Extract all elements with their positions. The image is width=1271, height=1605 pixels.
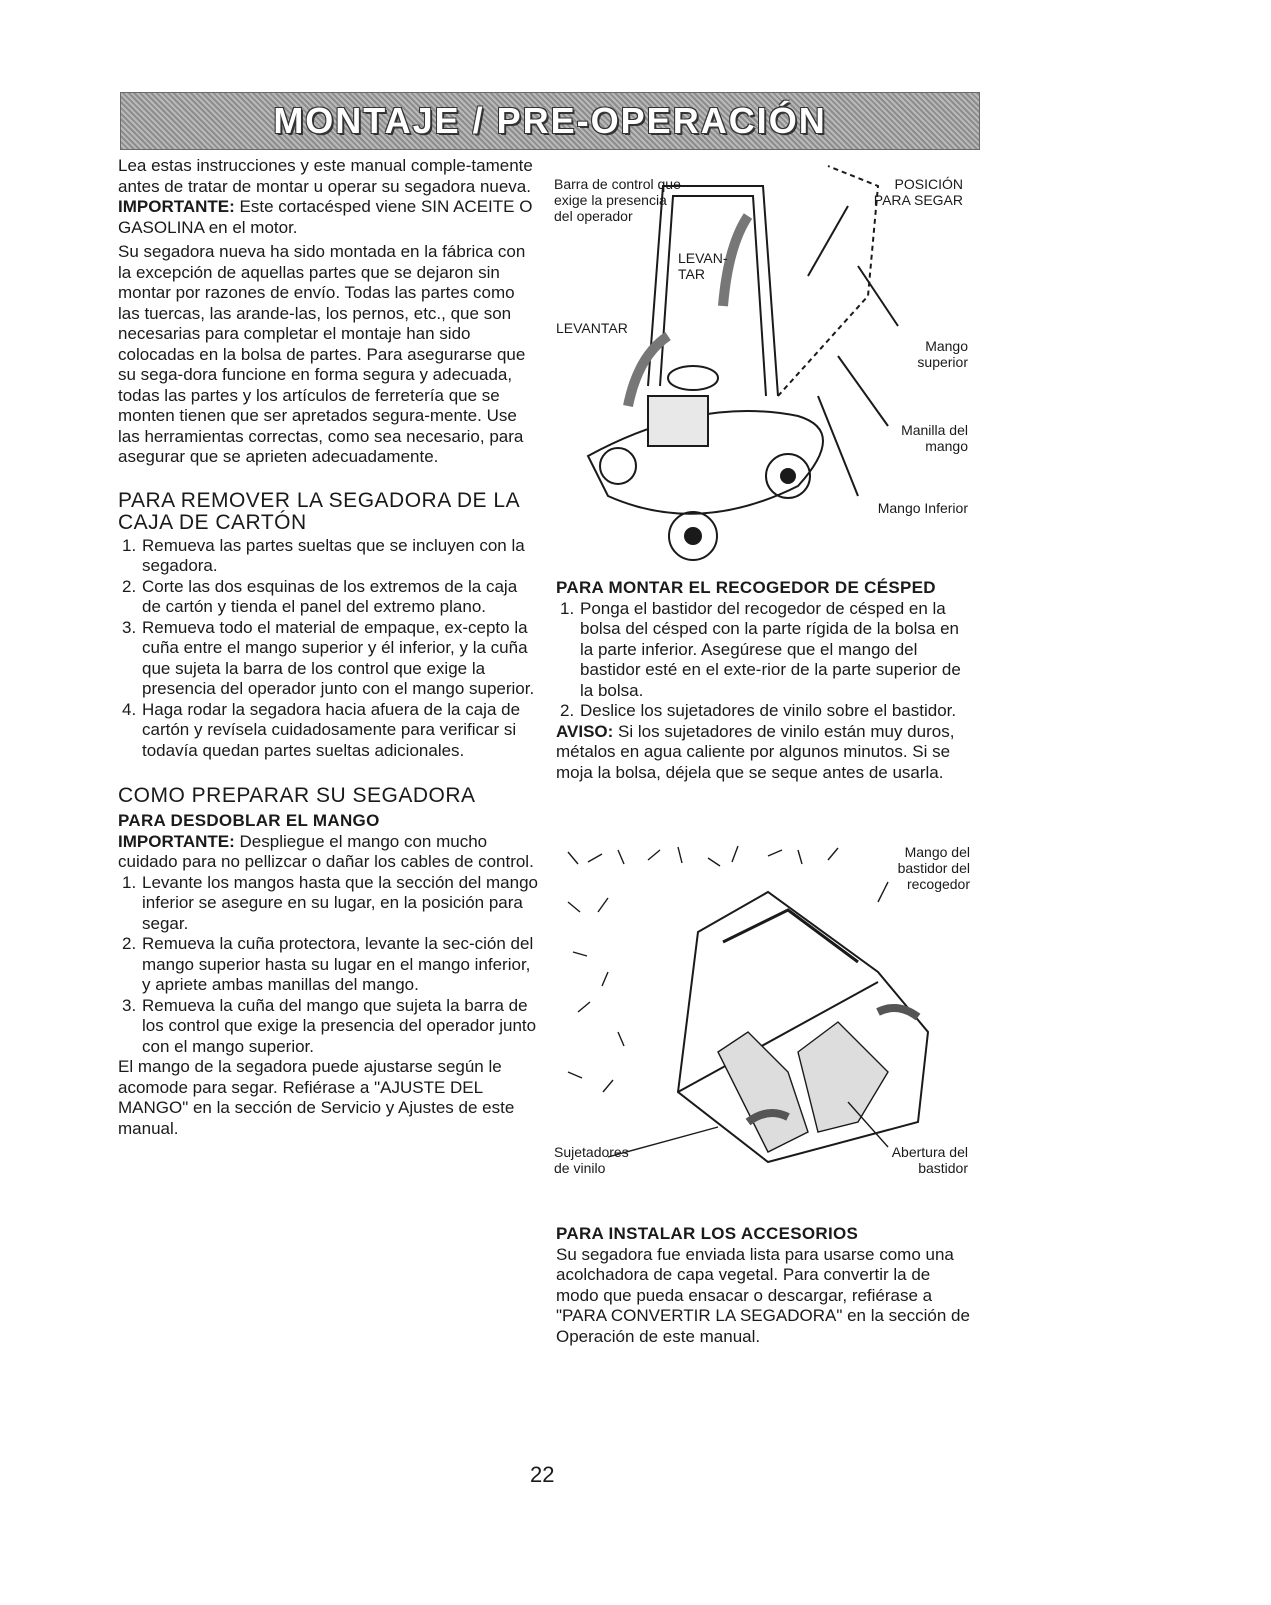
label-mow-position: POSICIÓN PARA SEGAR	[873, 176, 963, 208]
grass-catcher-figure	[548, 832, 978, 1197]
list-item: 1. Ponga el bastidor del recogedor de césped en la bolsa del césped con la parte rígida de la bolsa en la parte inferior. Asegúrese que el mango del bastidor esté en el exte-rior de la parte superior de la bolsa.	[560, 598, 961, 700]
list-item: 3. Remueva la cuña del mango que sujeta la barra de los control que exige la presencia del operador junto con el mango superior.	[122, 995, 537, 1056]
remove-steps	[118, 536, 538, 762]
label-frame-handle: Mango del bastidor del recogedor	[897, 844, 970, 892]
list-item: 2. Deslice los sujetadores de vinilo sobre el bastidor.	[560, 701, 957, 720]
label-frame-opening: Abertura del bastidor	[891, 1144, 968, 1176]
label-lower-handle: Mango Inferior	[877, 500, 968, 516]
left-column	[118, 156, 538, 1139]
important-paragraph	[118, 197, 538, 238]
list-item: 2. Remueva la cuña protectora, levante la sec-ción del mango superior hasta su lugar en el mango inferior, y apriete ambas manillas del mango.	[122, 934, 534, 994]
right-column-bottom	[556, 1224, 976, 1347]
label-upper-handle: Mango superior	[917, 338, 968, 370]
right-column-top	[556, 578, 976, 783]
label-handle-knob: Manilla del mango	[901, 422, 968, 454]
list-item: 3. Remueva todo el material de empaque, ex-cepto la cuña entre el mango superior y él inferior, y la cuña que sujeta la barra de los control que exige la presencia del operador junto con el mango superior.	[122, 617, 535, 698]
label-lift-1: LEVAN-TAR	[678, 250, 728, 282]
list-item: 4. Haga rodar la segadora hacia afuera de la caja de cartón y revísela cuidadosamente para verificar si todavía quedan partes sueltas adicionales.	[122, 699, 521, 760]
accessories-heading: PARA INSTALAR LOS ACCESORIOS	[556, 1224, 859, 1243]
remove-heading: PARA REMOVER LA SEGADORA DE LA CAJA DE CARTÓN	[118, 488, 519, 534]
important-label: IMPORTANTE:	[118, 197, 235, 216]
unfold-important: IMPORTANTE: Despliegue el mango con mucho cuidado para no pellizcar o dañar los cables de control.	[118, 831, 534, 871]
banner-title: MONTAJE / PRE-OPERACIÓN	[273, 100, 827, 141]
notice-paragraph: AVISO: Si los sujetadores de vinilo están muy duros, métalos en agua caliente por algunos minutos. Si se moja la bolsa, déjela que se seque antes de usarla.	[556, 721, 955, 782]
section-banner	[120, 92, 980, 150]
unfold-steps	[118, 873, 538, 1058]
label-operator-bar: Barra de control que exige la presencia del operador	[554, 176, 681, 224]
list-item: 1. Levante los mangos hasta que la sección del mango inferior se asegure en su lugar, en la posición para segar.	[122, 872, 538, 933]
closing-paragraph: El mango de la segadora puede ajustarse según le acomode para segar. Refiérase a "AJUSTE DEL MANGO" en la sección de Servicio y Ajustes de este manual.	[118, 1057, 515, 1138]
important-text: Este cortacésped viene SIN ACEITE O GASOLINA en el motor.	[118, 197, 533, 237]
catcher-steps	[556, 599, 976, 722]
assembly-paragraph: Su segadora nueva ha sido montada en la fábrica con la excepción de aquellas partes que se dejaron sin montar por razones de envío. Todas las partes como las tuercas, las arande-las, los pernos, etc., que son necesarias para completar el montaje han sido colocadas en la bolsa de partes. Para asegurarse que su sega-dora funcione en forma segura y adecuada, todas las partes y los artículos de ferretería que se monten tienen que ser apretados segura-mente. Use las herramientas correctas, como sea necesario, para asegurar que se aprieten adecuadamente.	[118, 242, 526, 466]
label-vinyl-clips: Sujetadores de vinilo	[554, 1144, 629, 1176]
accessories-paragraph: Su segadora fue enviada lista para usarse como una acolchadora de capa vegetal. Para convertir la de modo que pueda ensacar o descargar, refiérase a "PARA CONVERTIR LA SEGADORA" en la sección de Operación de este manual.	[556, 1244, 970, 1346]
intro-paragraph: Lea estas instrucciones y este manual comple-tamente antes de tratar de montar u operar su segadora nueva.	[118, 156, 533, 196]
prepare-heading: COMO PREPARAR SU SEGADORA	[118, 784, 476, 807]
unfold-heading: PARA DESDOBLAR EL MANGO	[118, 811, 380, 830]
list-item: 1. Remueva las partes sueltas que se incluyen con la segadora.	[122, 535, 525, 575]
mower-handle-figure	[548, 156, 978, 566]
catcher-heading: PARA MONTAR EL RECOGEDOR DE CÉSPED	[556, 578, 936, 597]
list-item: 2. Corte las dos esquinas de los extremos de la caja de cartón y tienda el panel del extremo plano.	[122, 576, 518, 616]
page-number: 22	[530, 1462, 555, 1487]
label-lift-2: LEVANTAR	[556, 320, 628, 336]
